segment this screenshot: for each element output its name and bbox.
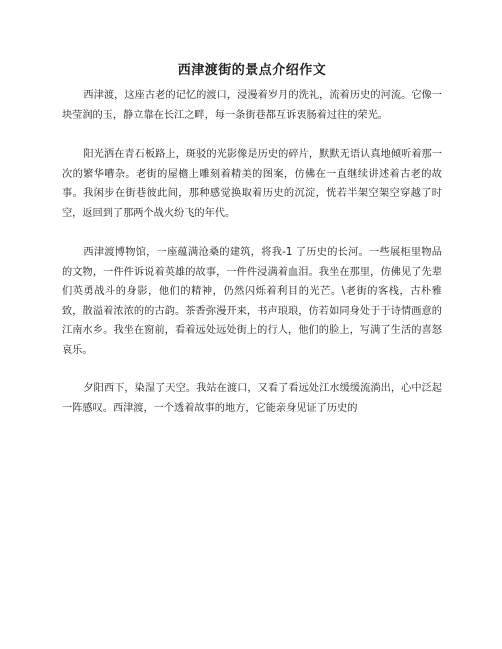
paragraph-2: 阳光洒在青石板路上，斑驳的光影像是历史的碎片，默默无语认真地倾听着那一次的繁华嘈杂。老街的屋檐上雕刻着精美的图案，仿佛在一直继续讲述着古老的故事。我闲步在街巷彼此间，那种感觉换取着历史的沉淀，恍若半架空架空穿越了时空，返回到了那两个战火纷飞的年代。 [62,149,442,219]
paragraph-1: 西津渡，这座古老的记忆的渡口，浸漫着岁月的洗礼，流着历史的河流。它像一块莹润的玉，静立靠在长江之畔，每一条街巷都互诉衷肠着过往的荣光。 [62,90,442,121]
paragraph-4: 夕阳西下，染湿了天空。我站在渡口，又看了看远处江水缓缓流淌出，心中泛起一阵感叹。西津渡，一个透着故事的地方，它能亲身见证了历史的 [62,383,442,414]
document-page [62,62,442,438]
paragraph-3: 西津渡博物馆，一座蕴满沧桑的建筑，将我-1 了历史的长河。一些展柜里物品的文物，一件件诉说着英雄的故事，一件件浸满着血泪。我坐在那里，仿佛见了先辈们英勇战斗的身影，他们的精神，仍然闪烁着利目的光芒。\老街的客栈，古朴雅致，散溢着浓浓的的古韵。茶香弥漫开来，书声琅琅，仿若如同身处于于诗情画意的江南水乡。我坐在窗前，看着远处远处街上的行人，他们的脸上，写满了生活的喜怒哀乐。 [62,247,442,356]
document-title: 西津渡街的景点介绍作文 [177,63,327,78]
